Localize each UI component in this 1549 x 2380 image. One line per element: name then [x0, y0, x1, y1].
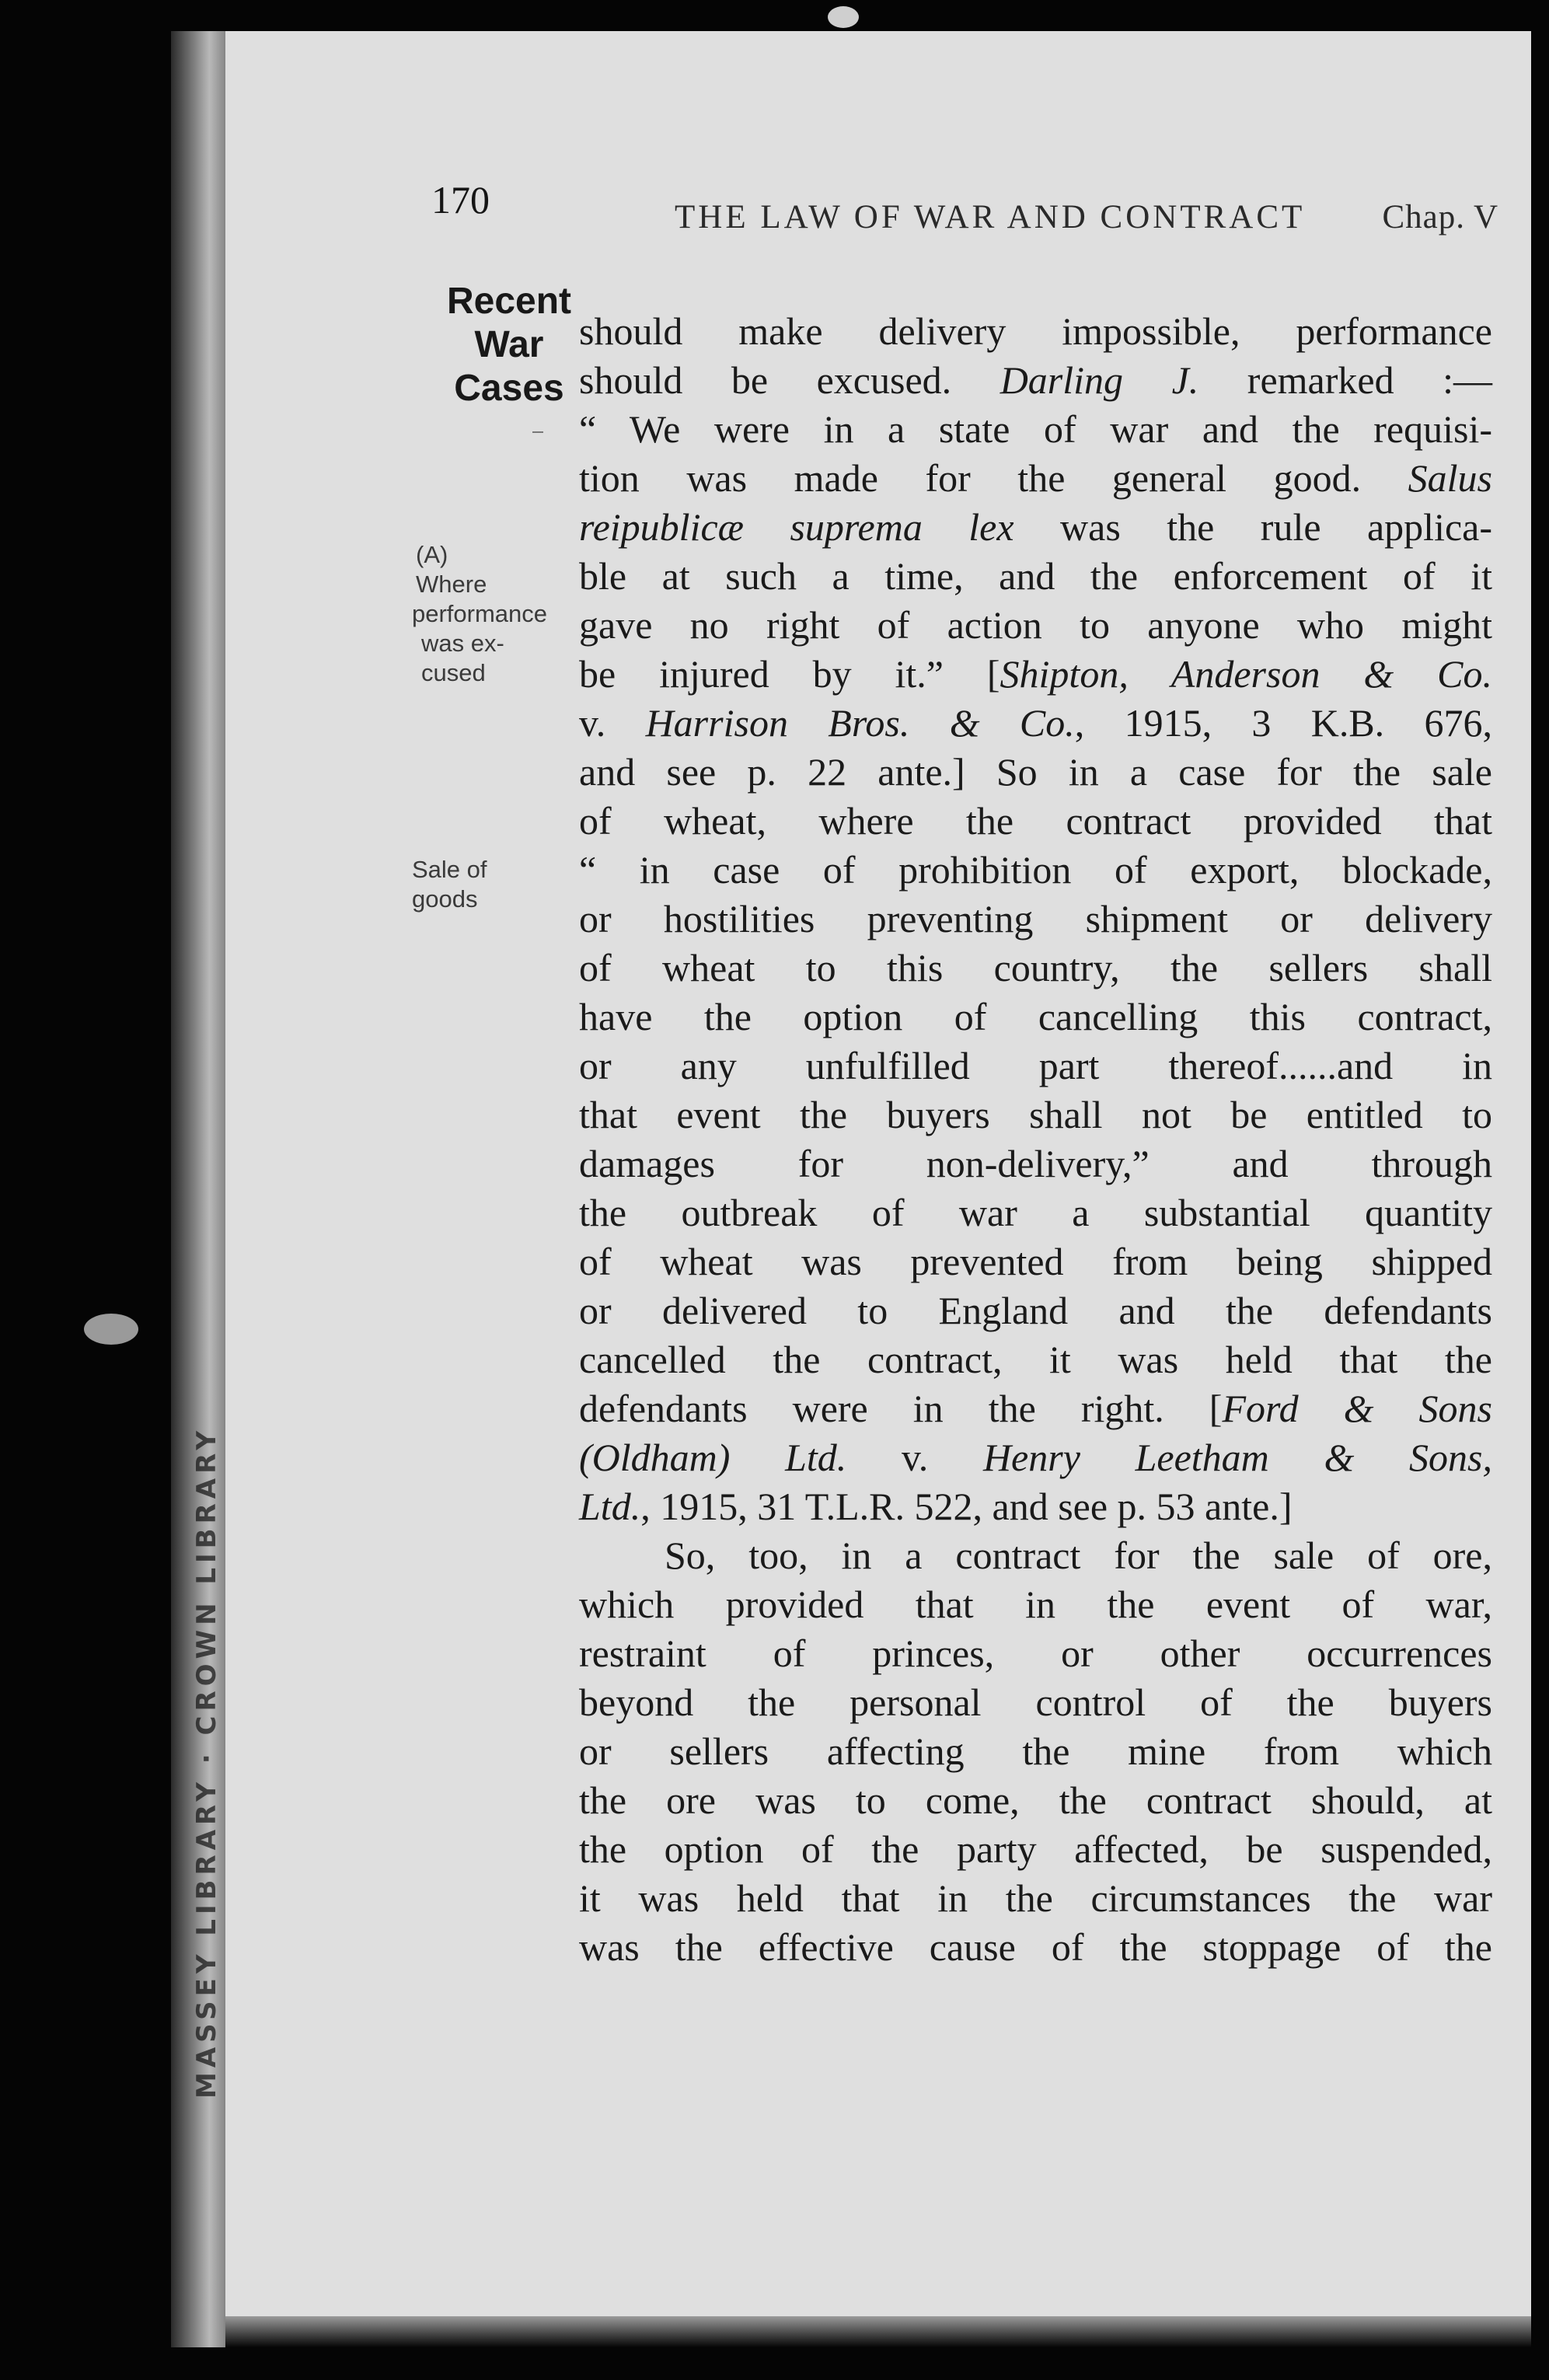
italic-citation: (Oldham) Ltd. — [579, 1436, 847, 1479]
sidenote-line: goods — [412, 885, 478, 913]
spine-library-stamp: MASSEY LIBRARY · CROWN LIBRARY — [191, 1426, 222, 2099]
page-number: 170 — [431, 178, 490, 222]
body-text — [579, 307, 1492, 1972]
body-line: which provided that in the event of war, — [579, 1583, 1492, 1626]
sidenote-divider — [532, 431, 543, 433]
body-line: damages for non-delivery,” and through — [579, 1142, 1492, 1185]
chapter-label: Chap. V — [1382, 199, 1498, 236]
body-line: Ltd., 1915, 31 T.L.R. 522, and see p. 53 ante.] — [579, 1485, 1293, 1528]
italic-citation: Ltd. — [579, 1485, 641, 1528]
body-line: have the option of cancelling this contract, — [579, 995, 1492, 1038]
body-line: it was held that in the circumstances the war — [579, 1876, 1492, 1920]
italic-citation: Ford & Sons — [1222, 1387, 1492, 1430]
sidenote-line: was ex- — [421, 630, 504, 657]
body-line: “ We were in a state of war and the requisi- — [579, 407, 1492, 451]
running-head — [675, 198, 1498, 236]
body-line: of wheat, where the contract provided that — [579, 799, 1492, 843]
italic-citation: Harrison Bros. & Co. — [645, 701, 1075, 745]
italic-citation: reipublicæ suprema lex — [579, 505, 1014, 549]
body-line: or delivered to England and the defendants — [579, 1289, 1492, 1332]
body-line: defendants were in the right. [Ford & Sons — [579, 1387, 1492, 1430]
body-line: restraint of princes, or other occurrences — [579, 1631, 1492, 1675]
body-line: ble at such a time, and the enforcement of it — [579, 554, 1492, 598]
body-line: or any unfulfilled part thereof......and in — [579, 1044, 1492, 1087]
body-line: the ore was to come, the contract should, at — [579, 1778, 1492, 1822]
scan-speck-top — [828, 6, 859, 28]
italic-citation: Henry Leetham & Sons, — [982, 1436, 1492, 1479]
sidenote-line: (A) — [416, 541, 448, 568]
sidenote-heading-line: War — [474, 324, 544, 365]
body-line: beyond the personal control of the buyers — [579, 1680, 1492, 1724]
body-line: should make delivery impossible, performance — [579, 309, 1492, 353]
italic-citation: Darling J. — [1000, 358, 1199, 402]
body-line: “ in case of prohibition of export, blockade, — [579, 848, 1492, 892]
body-line: or hostilities preventing shipment or delivery — [579, 897, 1492, 940]
italic-citation: Salus — [1408, 456, 1492, 500]
sidenote-line: cused — [421, 659, 486, 686]
body-line: of wheat to this country, the sellers shall — [579, 946, 1492, 989]
sidenote-heading — [431, 280, 587, 410]
italic-citation: Shipton, Anderson & Co. — [1000, 652, 1492, 696]
sidenote-performance-excused — [412, 540, 598, 688]
page-bottom-shadow — [225, 2316, 1531, 2347]
body-line: So, too, in a contract for the sale of ore, — [665, 1534, 1492, 1577]
sidenote-heading-line: Recent — [446, 281, 572, 322]
body-line: be injured by it.” [Shipton, Anderson & Co. — [579, 652, 1492, 696]
body-line: the outbreak of war a substantial quantity — [579, 1191, 1492, 1234]
sidenote-heading-line: Cases — [454, 368, 564, 409]
body-line: tion was made for the general good. Salus — [579, 456, 1492, 500]
sidenote-line: performance — [412, 600, 548, 627]
running-title: THE LAW OF WAR AND CONTRACT — [675, 199, 1306, 236]
sidenote-line: Sale of — [412, 856, 487, 883]
body-line: cancelled the contract, it was held that the — [579, 1338, 1492, 1381]
body-line: (Oldham) Ltd. v. Henry Leetham & Sons, — [579, 1436, 1492, 1479]
sidenote-line: Where — [416, 571, 487, 598]
body-line: reipublicæ suprema lex was the rule applica- — [579, 505, 1492, 549]
body-line: was the effective cause of the stoppage of the — [579, 1925, 1492, 1969]
body-line: the option of the party affected, be suspended, — [579, 1827, 1492, 1871]
sidenote-sale-of-goods — [412, 855, 598, 914]
body-line: gave no right of action to anyone who might — [579, 603, 1492, 647]
scan-speck-left — [84, 1314, 138, 1345]
body-line: that event the buyers shall not be entitled to — [579, 1093, 1492, 1136]
body-line: of wheat was prevented from being shipped — [579, 1240, 1492, 1283]
body-line: and see p. 22 ante.] So in a case for the sale — [579, 750, 1492, 794]
body-line: v. Harrison Bros. & Co., 1915, 3 K.B. 676, — [579, 701, 1492, 745]
body-line: or sellers affecting the mine from which — [579, 1729, 1492, 1773]
body-line: should be excused. Darling J. remarked :— — [579, 358, 1492, 402]
